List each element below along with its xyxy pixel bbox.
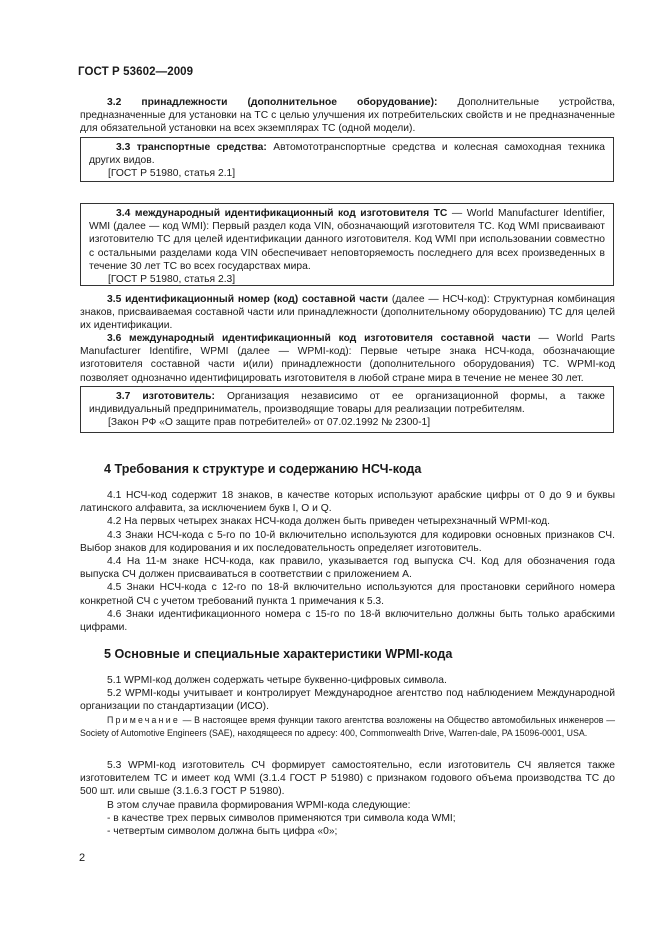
term-3-2: 3.2 принадлежности (дополнительное оборудование): <box>107 97 438 108</box>
term-3-5: 3.5 идентификационный номер (код) составной части <box>107 294 389 305</box>
ref-3-3: [ГОСТ Р 51980, статья 2.1] <box>108 168 236 180</box>
text-3-5: (далее — НСЧ-код): Структурная комбинация знаков, присваиваемая составной части или принадлежности (дополнительному оборудованию) ТС для целей их идентификации. <box>80 294 615 332</box>
clause-4-6: 4.6 Знаки идентификационного номера с 15-го по 18-й включительно должны быть только арабскими цифрами. <box>80 608 615 634</box>
clause-4-4: 4.4 На 11-м знаке НСЧ-кода, как правило, указывается год выпуска СЧ. Код для обозначения года выпуска СЧ должен присваиваться в соответствии с приложением А. <box>80 556 615 581</box>
section-5-body-b <box>80 759 615 838</box>
definition-3-2 <box>80 96 615 136</box>
rule-list-item-2: - четвертым символом должна быть цифра «0»; <box>107 826 338 838</box>
text-3-3: Автомототранспортные средства и колесная самоходная техника других видов. <box>89 142 605 167</box>
clause-4-2: 4.2 На первых четырех знаках НСЧ-кода должен быть приведен четырехзначный WPMI-код. <box>107 516 551 528</box>
text-3-2: Дополнительные устройства, предназначенные для установки на ТС с целью улучшения их потребительских свойств и не предназначенные для обязательной установки на всех экземплярах ТС (одной модели). <box>80 97 616 135</box>
term-3-4: 3.4 международный идентификационный код изготовителя ТС <box>116 208 448 219</box>
clause-5-1: 5.1 WPMI-код должен содержать четыре буквенно-цифровых символа. <box>107 675 447 686</box>
term-3-6: 3.6 международный идентификационный код изготовителя составной части <box>107 333 531 344</box>
note-text: — В настоящее время функции такого агентства возложены на Общество автомобильных инженеров — Society of Automotive Engineers (SAE), находящееся по адресу: 400, Commonwealth Drive, Warren-dale, PA 15096-0001, USA. <box>80 715 615 738</box>
section-4-body <box>80 489 615 634</box>
definition-3-6 <box>80 332 615 385</box>
section-5-body-a <box>80 674 615 714</box>
ref-3-7: [Закон РФ «О защите прав потребителей» от 07.02.1992 № 2300-1] <box>108 417 431 429</box>
note-5-2 <box>80 714 615 739</box>
ref-3-4: [ГОСТ Р 51980, статья 2.3] <box>108 274 236 286</box>
clause-4-3: 4.3 Знаки НСЧ-кода с 5-го по 10-й включительно используются для кодировки основных признаков СЧ. Выбор знаков для кодирования и их последовательность определяет изготовитель. <box>80 529 615 554</box>
clause-5-2: 5.2 WPMI-коды учитывает и контролирует Международное агентство под наблюдением Международной организации по стандартизации (ИСО). <box>80 688 615 713</box>
page-number: 2 <box>79 852 86 864</box>
clause-4-5: 4.5 Знаки НСЧ-кода с 12-го по 18-й включительно используются для простановки серийного номера конкретной СЧ с учетом требований пункта 1 примечания к 5.3. <box>80 582 615 607</box>
clause-5-3: 5.3 WPMI-код изготовитель СЧ формирует самостоятельно, если изготовитель СЧ является также изготовителем ТС и имеет код WMI (3.1.4 ГОСТ Р 51980) с признаком годового объема производства ТС до 500 шт. или свыше (3.1.6.3 ГОСТ Р 51980). <box>80 760 615 798</box>
definition-box-3-4 <box>80 203 614 286</box>
rules-intro: В этом случае правила формирования WPMI-кода следующие: <box>107 799 411 811</box>
term-3-7: 3.7 изготовитель: <box>116 391 215 402</box>
text-3-7: Организация независимо от ее организационной формы, а также индивидуальный предприниматель, производящие товары для реализации потребителям. <box>89 391 605 416</box>
section-4-heading: 4 Требования к структуре и содержанию НСЧ-кода <box>104 462 422 476</box>
definition-box-3-3 <box>80 137 614 182</box>
text-3-4: — World Manufacturer Identifier, WMI (далее — код WMI): Первый раздел кода VIN, обозначающий изготовителя ТС. Код WMI присваивают изготовителю ТС для целей идентификации данного изготовителя. Код WMI при использовании совместно с остальными разделами кода VIN обеспечивает неповторяемость последнего для всех произведенных в течение 30 лет ТС во всех государствах мира. <box>89 208 605 272</box>
section-5-heading: 5 Основные и специальные характеристики WPMI-кода <box>104 647 453 661</box>
definition-box-3-7 <box>80 386 614 433</box>
rule-list-item-1: - в качестве трех первых символов применяются три символа кода WMI; <box>107 812 456 824</box>
note-label: Примечание <box>107 715 180 725</box>
clause-4-1: 4.1 НСЧ-код содержит 18 знаков, в качестве которых используют арабские цифры от 0 до 9 и буквы латинского алфавита, за исключением букв I, O и Q. <box>80 490 615 515</box>
document-header: ГОСТ Р 53602—2009 <box>78 66 194 78</box>
text-3-6: — World Parts Manufacturer Identifire, WPMI (далее — WPMI-код): Первые четыре знака НСЧ-кода, обозначающие изготовителя составной части и(или) принадлежности (дополнительного оборудования) ТС. WPMI-код позволяет однозначно идентифицировать изготовителя в любой стране мира в течение не менее 30 лет. <box>80 333 615 384</box>
definition-3-5 <box>80 293 615 333</box>
term-3-3: 3.3 транспортные средства: <box>116 142 267 153</box>
